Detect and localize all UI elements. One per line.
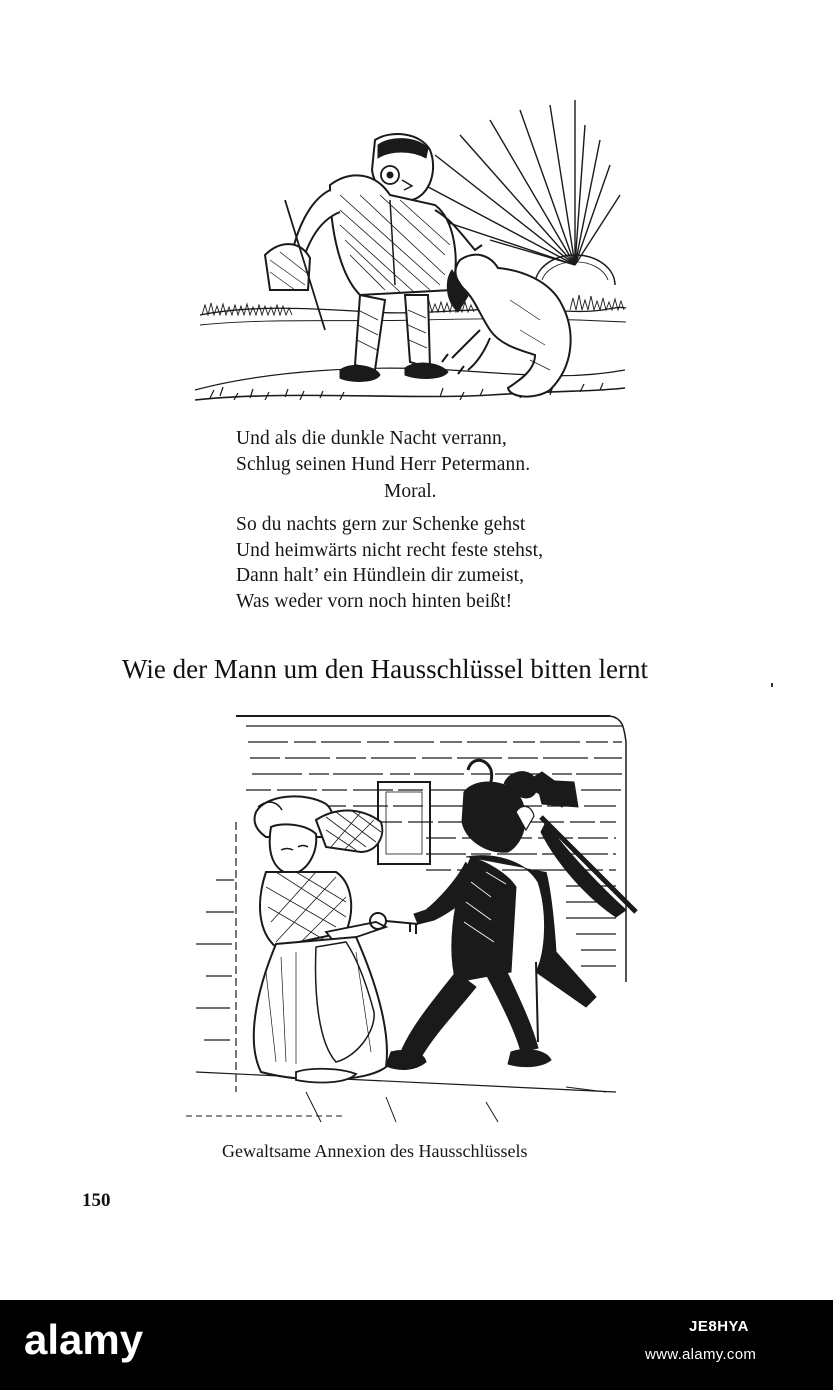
illustration-house-key-struggle (186, 712, 646, 1130)
illustration-caption: Gewaltsame Annexion des Hausschlüssels (222, 1141, 528, 1161)
verse-line: Schlug seinen Hund Herr Petermann. (236, 453, 531, 475)
site-url[interactable]: www.alamy.com (645, 1346, 757, 1363)
ink-speck (771, 683, 773, 687)
moral-heading: Moral. (384, 481, 437, 502)
moral-verse (236, 512, 543, 614)
page-number: 150 (82, 1190, 111, 1211)
verse-line: Was weder vorn noch hinten beißt! (236, 590, 513, 612)
illustration-man-with-dog (190, 100, 630, 418)
section-title: Wie der Mann um den Hausschlüssel bitten lernt (122, 654, 649, 684)
alamy-logo-text: alamy (24, 1316, 144, 1363)
verse-line: So du nachts gern zur Schenke gehst (236, 514, 526, 535)
verse-line: Und als die dunkle Nacht verrann, (236, 428, 507, 449)
verse-line: Und heimwärts nicht recht feste stehst, (236, 539, 544, 561)
verse-top (236, 426, 530, 477)
alamy-logo (22, 1310, 162, 1370)
image-code: JE8HYA (689, 1318, 749, 1335)
verse-line: Dann halt’ ein Hündlein dir zumeist, (236, 565, 525, 586)
